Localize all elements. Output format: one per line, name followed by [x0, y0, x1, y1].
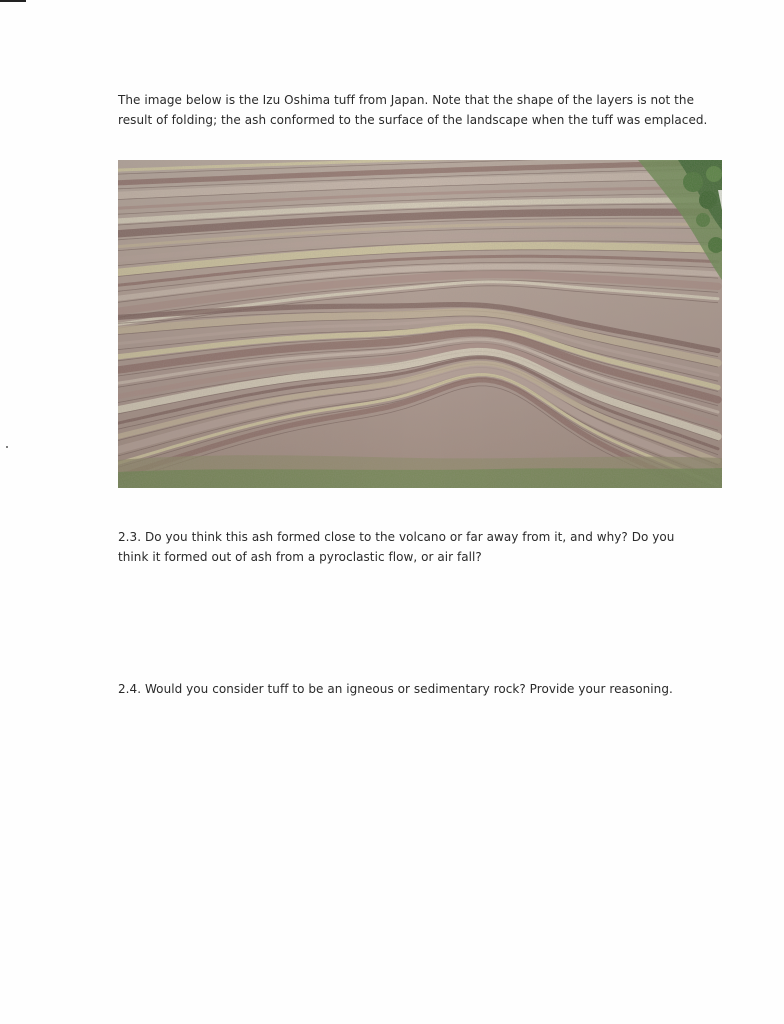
- intro-paragraph: The image below is the Izu Oshima tuff from Japan. Note that the shape of the layers is not the result of folding; the ash conformed to the surface of the landscape when the tuff was emplaced.: [118, 93, 708, 127]
- tuff-outcrop-illustration: [118, 160, 722, 488]
- question-2-4: 2.4. Would you consider tuff to be an igneous or sedimentary rock? Provide your reasoning.: [118, 682, 673, 696]
- scan-speck: [6, 446, 8, 448]
- question-2-3: 2.3. Do you think this ash formed close to the volcano or far away from it, and why? Do you think it formed out of ash from a pyroclastic flow, or air fall?: [118, 530, 675, 564]
- tuff-outcrop-photo: [118, 160, 722, 488]
- scan-edge-mark: [0, 0, 26, 2]
